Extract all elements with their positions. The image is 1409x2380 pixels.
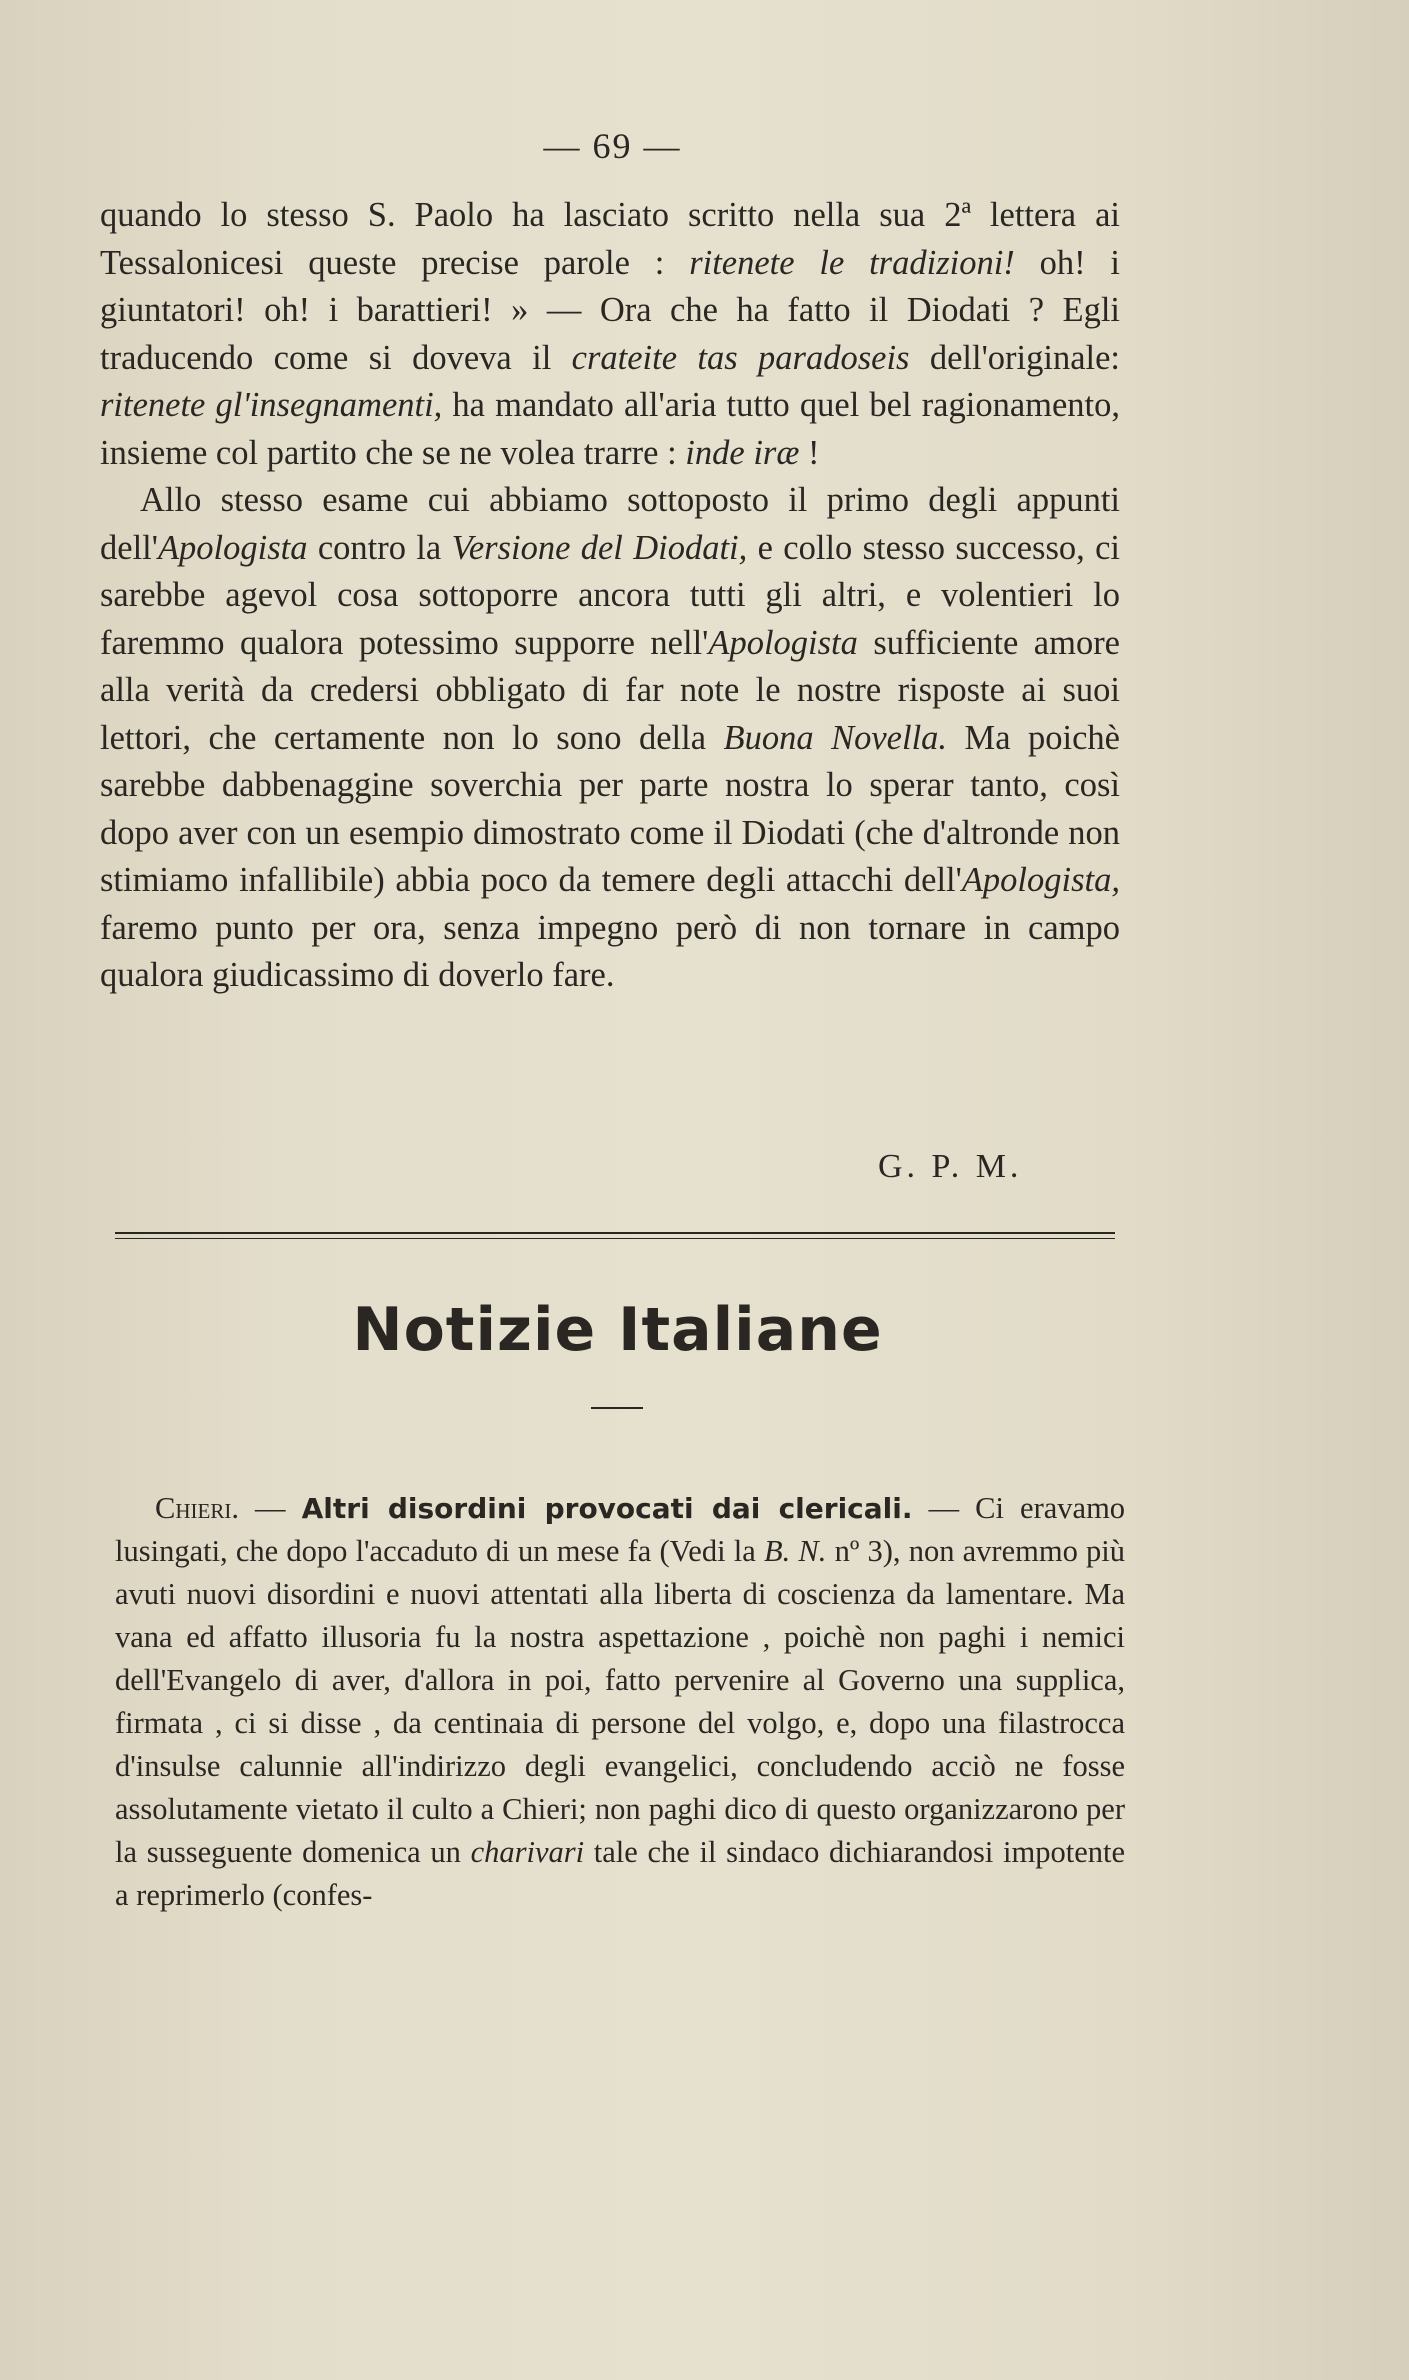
- title-underline: [591, 1407, 643, 1409]
- news-headline: Altri disordini provocati dai clericali.: [301, 1492, 913, 1525]
- page-number: — 69 —: [543, 126, 682, 166]
- italic-run: ritenete le tradizioni!: [689, 243, 1015, 282]
- italic-run: crateite tas paradoseis: [571, 338, 910, 377]
- italic-run: Apologista: [157, 528, 308, 567]
- article-continuation: [100, 192, 1120, 1000]
- italic-run: ritenete gl'insegnamenti,: [100, 386, 443, 424]
- text-run: —: [912, 1491, 976, 1525]
- text-run: Ma poichè sarebbe dabbenaggine soverchia per parte nostra lo sperar tanto, così dopo aver con un esempio dimostrato come il Diodati (che d'altronde non stimiamo infallibile) abbia poco da temere degli attacchi dell': [100, 718, 1120, 899]
- section-title: Notizie Italiane: [352, 1295, 883, 1365]
- paragraph-2: [100, 477, 1120, 1000]
- news-item: [115, 1487, 1125, 1917]
- text-run: e collo stesso successo, ci sarebbe agevol cosa sottoporre ancora tutti gli altri, e volentieri lo faremmo qualora potessimo supporre nell': [100, 528, 1120, 662]
- author-signature: G. P. M.: [878, 1148, 1023, 1185]
- news-paragraph: [115, 1487, 1125, 1917]
- section-divider: [115, 1232, 1115, 1239]
- italic-run: Apologista,: [961, 861, 1120, 899]
- italic-run: charivari: [470, 1835, 585, 1869]
- text-run: nº 3), non avremmo più avuti nuovi disordini e nuovi attentati alla liberta di coscienza da lamentare. Ma vana ed affatto illusoria fu la nostra aspettazione , poichè non paghi i nemici dell'Evangelo di aver, d'allora in poi, fatto pervenire al Governo una supplica, firmata , ci si disse , da centinaia di persone del volgo, e, dopo una filastrocca d'insulse calunnie all'indirizzo degli evangelici, concludendo acciò ne fosse assolutamente vietato il culto a Chieri; non paghi dico di questo organizzarono per la susseguente domenica un: [115, 1534, 1125, 1869]
- italic-run: inde iræ: [685, 433, 800, 472]
- text-run: sufficiente amore alla verità da credersi obbligato di far note le nostre risposte ai suoi lettori, che certamente non lo sono della: [100, 623, 1120, 757]
- text-run: faremo punto per ora, senza impegno però di non tornare in campo qualora giudicassimo di doverlo fare.: [100, 908, 1120, 994]
- italic-run: B. N.: [763, 1534, 827, 1568]
- paragraph-1: [100, 192, 1120, 477]
- italic-run: Apologista: [708, 623, 858, 662]
- italic-run: Versione del Diodati,: [451, 528, 748, 567]
- text-run: Allo stesso esame cui abbiamo sottoposto il primo degli appunti dell': [100, 481, 1120, 567]
- text-run: Ci eravamo lusingati, che dopo l'accaduto di un mese fa (Vedi la: [115, 1491, 1126, 1568]
- text-run: tale che il sindaco dichiarandosi impotente a reprimerlo (confes-: [115, 1835, 1126, 1912]
- text-run: contro la: [307, 528, 452, 567]
- news-place: Chieri.: [155, 1491, 239, 1525]
- text-run: —: [238, 1491, 302, 1525]
- text-run: dell'originale:: [909, 338, 1120, 377]
- text-run: !: [799, 433, 820, 472]
- text-run: oh! i giuntatori! oh! i barattieri! » — Ora che ha fatto il Diodati ? Egli traducendo come si doveva il: [100, 243, 1121, 377]
- text-run: quando lo stesso S. Paolo ha lasciato scritto nella sua 2ª lettera ai Tessalonicesi queste precise parole :: [100, 196, 1120, 282]
- text-run: ha mandato all'aria tutto quel bel ragionamento, insieme col partito che se ne volea trarre :: [100, 386, 1120, 472]
- italic-run: Buona Novella.: [723, 718, 948, 757]
